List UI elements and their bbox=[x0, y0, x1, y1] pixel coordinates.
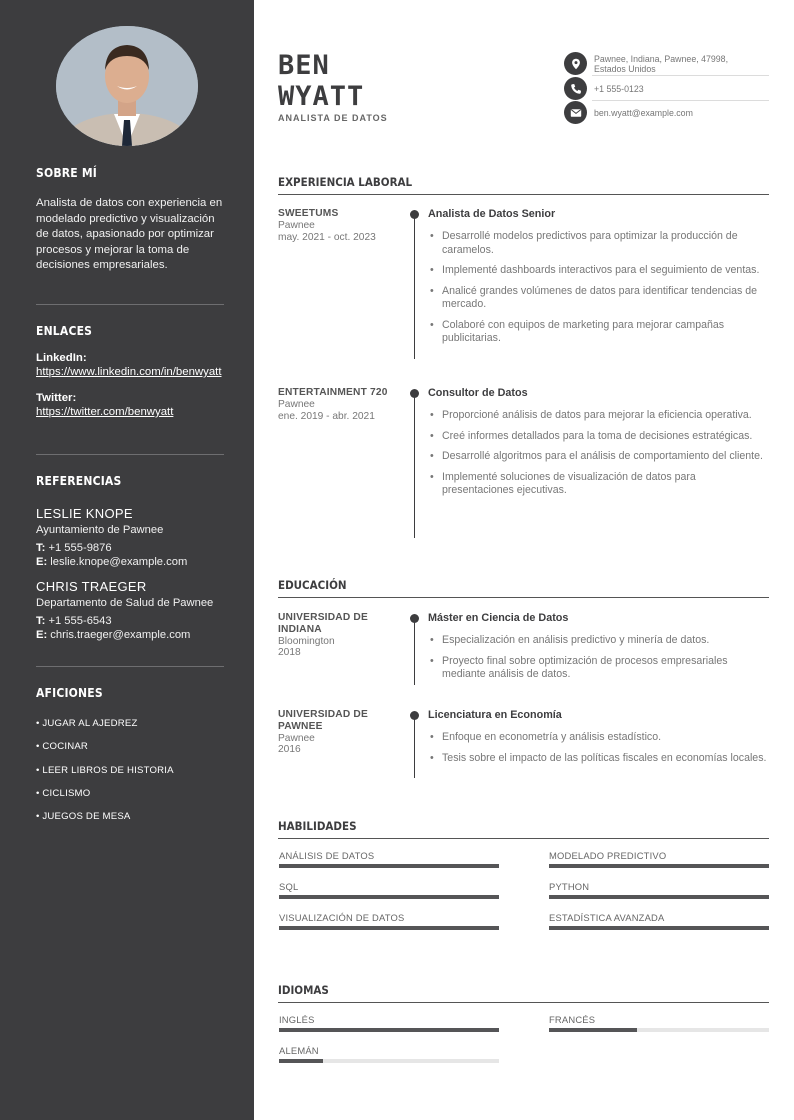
bullet-item: • Implementé dashboards interactivos para el seguimiento de ventas. bbox=[428, 264, 769, 278]
education-meta bbox=[278, 709, 396, 756]
degree-bullets bbox=[428, 634, 769, 682]
skills-heading: HABILIDADES bbox=[278, 819, 769, 839]
skill-item bbox=[549, 881, 769, 899]
job-title: ANALISTA DE DATOS bbox=[278, 113, 388, 123]
about-section bbox=[36, 166, 224, 274]
skill-bar bbox=[549, 895, 769, 899]
reference-name: LESLIE KNOPE bbox=[36, 506, 133, 521]
language-name: INGLÉS bbox=[279, 1014, 315, 1025]
hobbies-section bbox=[36, 686, 224, 834]
institution-name: UNIVERSIDAD DE PAWNEE bbox=[278, 709, 368, 732]
contact-address bbox=[564, 52, 769, 75]
skill-bar-fill bbox=[549, 895, 769, 899]
sidebar-divider bbox=[36, 304, 224, 305]
degree-bullets bbox=[428, 731, 769, 765]
contact-divider bbox=[592, 75, 769, 76]
skill-bar-fill bbox=[549, 864, 769, 868]
job-role: Consultor de Datos bbox=[428, 387, 528, 399]
reference-phone: T: +1 555-9876 bbox=[36, 542, 112, 554]
location-pin-icon bbox=[564, 52, 587, 75]
profile-photo bbox=[56, 26, 198, 146]
education-heading: EDUCACIÓN bbox=[278, 578, 769, 598]
reference-org: Ayuntamiento de Pawnee bbox=[36, 524, 164, 536]
skill-bar bbox=[279, 926, 499, 930]
job-role: Analista de Datos Senior bbox=[428, 208, 556, 220]
skill-bar-fill bbox=[279, 895, 499, 899]
skill-bar-fill bbox=[279, 926, 499, 930]
bullet-item: • Especialización en análisis predictivo y minería de datos. bbox=[428, 634, 769, 648]
education-details bbox=[428, 612, 769, 689]
twitter-link[interactable]: https://twitter.com/benwyatt bbox=[36, 406, 174, 418]
experience-meta bbox=[278, 208, 396, 243]
skill-item bbox=[279, 881, 499, 899]
reference-phone: T: +1 555-6543 bbox=[36, 615, 112, 627]
about-text: Analista de datos con experiencia en modelado predictivo y visualización de datos, apasionado por optimizar procesos y mejorar la toma de decisiones empresariales. bbox=[36, 197, 223, 271]
skill-bar-fill bbox=[279, 864, 499, 868]
institution-name: UNIVERSIDAD DE INDIANA bbox=[278, 612, 368, 635]
bullet-item: • Tesis sobre el impacto de las políticas fiscales en economías locales. bbox=[428, 752, 769, 766]
references-section bbox=[36, 474, 224, 642]
hobby-item: • COCINAR bbox=[36, 741, 89, 753]
education-details bbox=[428, 709, 769, 772]
employer-name: SWEETUMS bbox=[278, 208, 339, 219]
job-bullets bbox=[428, 409, 769, 498]
graduation-year: 2018 bbox=[278, 647, 301, 659]
graduation-year: 2016 bbox=[278, 744, 301, 756]
bullet-item: • Implementé soluciones de visualización de datos para presentaciones ejecutivas. bbox=[428, 471, 769, 498]
bullet-item: • Enfoque en econometría y análisis estadístico. bbox=[428, 731, 769, 745]
profile-photo-image bbox=[56, 26, 198, 146]
references-title: REFERENCIAS bbox=[36, 474, 122, 488]
hobbies-title: AFICIONES bbox=[36, 686, 103, 700]
timeline-line bbox=[414, 393, 415, 538]
sidebar-divider bbox=[36, 666, 224, 667]
language-name: FRANCÉS bbox=[549, 1014, 596, 1025]
hobby-item: • JUGAR AL AJEDREZ bbox=[36, 718, 138, 729]
timeline-line bbox=[414, 618, 415, 685]
skill-name: ESTADÍSTICA AVANZADA bbox=[549, 912, 665, 923]
skill-bar bbox=[279, 895, 499, 899]
employment-dates: ene. 2019 - abr. 2021 bbox=[278, 410, 375, 422]
language-item bbox=[549, 1014, 769, 1032]
sidebar-divider bbox=[36, 454, 224, 455]
reference-email: E: leslie.knope@example.com bbox=[36, 556, 188, 568]
language-bar-fill bbox=[549, 1028, 637, 1032]
contact-phone bbox=[564, 77, 769, 100]
language-bar-fill bbox=[279, 1059, 323, 1063]
language-name: ALEMÁN bbox=[279, 1045, 319, 1056]
employer-location: Pawnee bbox=[278, 398, 315, 410]
reference-item bbox=[36, 579, 224, 642]
envelope-icon bbox=[564, 101, 587, 124]
degree-name: Máster en Ciencia de Datos bbox=[428, 612, 569, 624]
language-item bbox=[279, 1045, 499, 1063]
skill-bar bbox=[549, 864, 769, 868]
skill-item bbox=[549, 912, 769, 930]
languages-heading: IDIOMAS bbox=[278, 983, 769, 1003]
sidebar bbox=[0, 0, 254, 1120]
skill-name: ANÁLISIS DE DATOS bbox=[279, 850, 375, 861]
email-text[interactable]: ben.wyatt@example.com bbox=[594, 107, 693, 118]
hobby-item: • LEER LIBROS DE HISTORIA bbox=[36, 764, 174, 776]
links-title: ENLACES bbox=[36, 324, 93, 338]
links-section bbox=[36, 324, 224, 432]
address-text: Pawnee, Indiana, Pawnee, 47998, Estados Unidos bbox=[594, 53, 729, 74]
reference-name: CHRIS TRAEGER bbox=[36, 579, 147, 594]
language-bar bbox=[279, 1059, 499, 1063]
skill-name: MODELADO PREDICTIVO bbox=[549, 850, 667, 861]
experience-heading: EXPERIENCIA LABORAL bbox=[278, 175, 769, 195]
skill-bar-fill bbox=[549, 926, 769, 930]
skill-bar bbox=[549, 926, 769, 930]
institution-location: Pawnee bbox=[278, 732, 315, 744]
skill-item bbox=[279, 850, 499, 868]
institution-location: Bloomington bbox=[278, 635, 335, 647]
reference-item bbox=[36, 506, 224, 569]
candidate-name bbox=[278, 50, 364, 112]
skill-name: SQL bbox=[279, 881, 299, 892]
experience-details bbox=[428, 208, 769, 353]
language-bar bbox=[549, 1028, 769, 1032]
experience-meta bbox=[278, 387, 396, 422]
reference-email: E: chris.traeger@example.com bbox=[36, 629, 191, 641]
skill-bar bbox=[279, 864, 499, 868]
reference-org: Departamento de Salud de Pawnee bbox=[36, 597, 214, 609]
hobby-item: • CICLISMO bbox=[36, 787, 91, 799]
bullet-item: • Proporcioné análisis de datos para mejorar la eficiencia operativa. bbox=[428, 409, 769, 423]
skill-item bbox=[549, 850, 769, 868]
job-bullets bbox=[428, 230, 769, 346]
employer-location: Pawnee bbox=[278, 219, 315, 231]
linkedin-label: LinkedIn: bbox=[36, 352, 87, 364]
language-item bbox=[279, 1014, 499, 1032]
about-title: SOBRE MÍ bbox=[36, 166, 97, 180]
phone-icon bbox=[564, 77, 587, 100]
language-bar-fill bbox=[279, 1028, 499, 1032]
hobby-item: • JUEGOS DE MESA bbox=[36, 811, 131, 823]
twitter-label: Twitter: bbox=[36, 392, 77, 404]
first-name: BEN bbox=[278, 50, 330, 81]
bullet-item: • Creé informes detallados para la toma de decisiones estratégicas. bbox=[428, 430, 769, 444]
education-meta bbox=[278, 612, 396, 659]
bullet-item: • Analicé grandes volúmenes de datos para identificar tendencias de mercado. bbox=[428, 285, 769, 312]
bullet-item: • Desarrollé modelos predictivos para optimizar la producción de caramelos. bbox=[428, 230, 769, 257]
skill-name: VISUALIZACIÓN DE DATOS bbox=[279, 912, 405, 923]
last-name: WYATT bbox=[278, 81, 365, 112]
skill-name: PYTHON bbox=[549, 881, 590, 892]
timeline-line bbox=[414, 715, 415, 778]
employer-name: ENTERTAINMENT 720 bbox=[278, 387, 388, 398]
phone-text: +1 555-0123 bbox=[594, 83, 644, 94]
bullet-item: • Colaboré con equipos de marketing para mejorar campañas publicitarias. bbox=[428, 319, 769, 346]
employment-dates: may. 2021 - oct. 2023 bbox=[278, 231, 376, 243]
timeline-line bbox=[414, 214, 415, 359]
bullet-item: • Proyecto final sobre optimización de procesos empresariales mediante análisis de datos. bbox=[428, 655, 769, 682]
language-bar bbox=[279, 1028, 499, 1032]
linkedin-link[interactable]: https://www.linkedin.com/in/benwyatt bbox=[36, 366, 222, 378]
bullet-item: • Desarrollé algoritmos para el análisis de comportamiento del cliente. bbox=[428, 450, 769, 464]
skill-item bbox=[279, 912, 499, 930]
contact-email bbox=[564, 101, 769, 124]
experience-details bbox=[428, 387, 769, 505]
degree-name: Licenciatura en Economía bbox=[428, 709, 562, 721]
